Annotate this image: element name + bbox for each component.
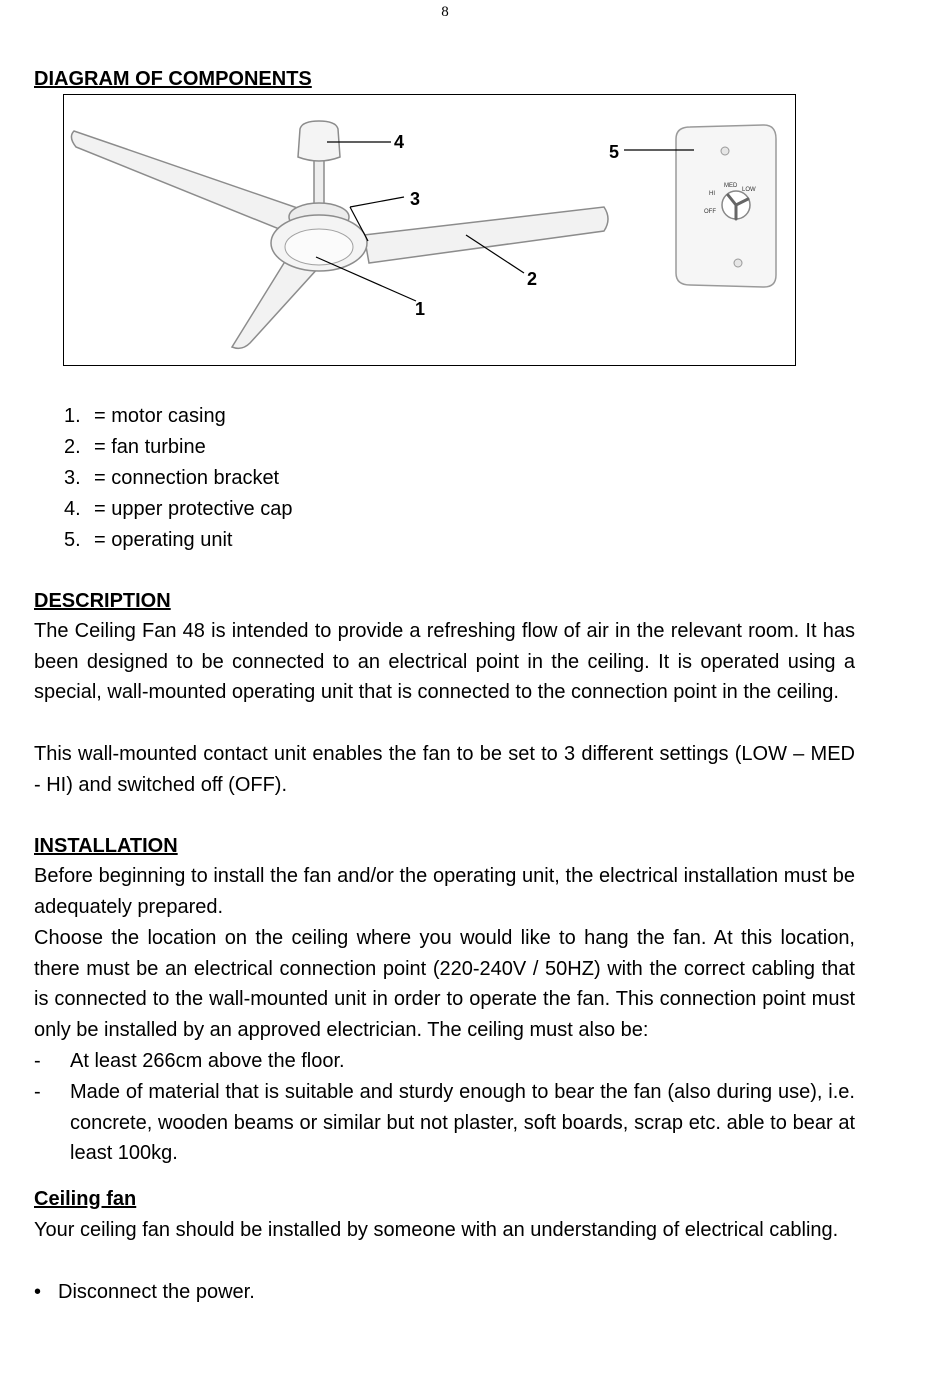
switch-label-off: OFF (704, 209, 716, 215)
fan-upper-cap (298, 121, 340, 161)
switch-label-hi: HI (709, 191, 715, 197)
components-diagram (63, 94, 796, 366)
callout-3: 3 (410, 189, 421, 209)
callout-2: 2 (527, 269, 538, 289)
fan-blade-upper-left (71, 131, 312, 235)
fan-illustration (64, 95, 796, 366)
list-item: 1. = motor casing (64, 405, 226, 427)
callout-5: 5 (609, 142, 620, 162)
switch-label-med: MED (724, 183, 738, 189)
installation-paragraph-2: Choose the location on the ceiling where you would like to hang the fan. At this location, there must be an electrical connection point (220-240V / 50HZ) with the correct cabling that is connected to the wall-mounted unit in order to operate the fan. This connection point must only be installed by an approved electrician. The ceiling must also be: (34, 927, 855, 1042)
components-list (64, 401, 292, 556)
diagram-heading: DIAGRAM OF COMPONENTS (34, 68, 312, 90)
callout-1: 1 (415, 299, 426, 319)
switch-label-low: LOW (742, 187, 756, 193)
description-paragraph-1: The Ceiling Fan 48 is intended to provide a refreshing flow of air in the relevant room. It has been designed to be connected to an electrical point in the ceiling. It is operated using a special, wall-mounted operating unit that is connected to the connection point in the ceiling. (34, 620, 855, 704)
list-item: 5. = operating unit (64, 529, 233, 551)
installation-heading: INSTALLATION (34, 835, 178, 857)
fan-blade-right (364, 207, 608, 263)
description-heading: DESCRIPTION (34, 590, 171, 612)
callout-4: 4 (394, 132, 405, 152)
page-number: 8 (441, 4, 449, 20)
requirement-item: - At least 266cm above the floor. (34, 1050, 345, 1072)
description-paragraph-2: This wall-mounted contact unit enables the fan to be set to 3 different settings (LOW – MED - HI) and switched off (OFF). (34, 743, 855, 796)
installation-paragraph-1: Before beginning to install the fan and/or the operating unit, the electrical installation must be adequately prepared. (34, 865, 855, 918)
bullet-item: • Disconnect the power. (34, 1281, 255, 1303)
list-item: 3. = connection bracket (64, 467, 280, 489)
ceiling-fan-heading: Ceiling fan (34, 1188, 137, 1210)
requirement-item: - Made of material that is suitable and sturdy enough to bear the fan (also during use), i.e. concrete, wooden beams or similar but not plaster, soft boards, scrap etc. able to bear at least 100kg. (34, 1081, 855, 1165)
list-item: 4. = upper protective cap (64, 498, 293, 520)
ceiling-fan-paragraph: Your ceiling fan should be installed by someone with an understanding of electrical cabling. (34, 1219, 839, 1241)
list-item: 2. = fan turbine (64, 436, 206, 458)
